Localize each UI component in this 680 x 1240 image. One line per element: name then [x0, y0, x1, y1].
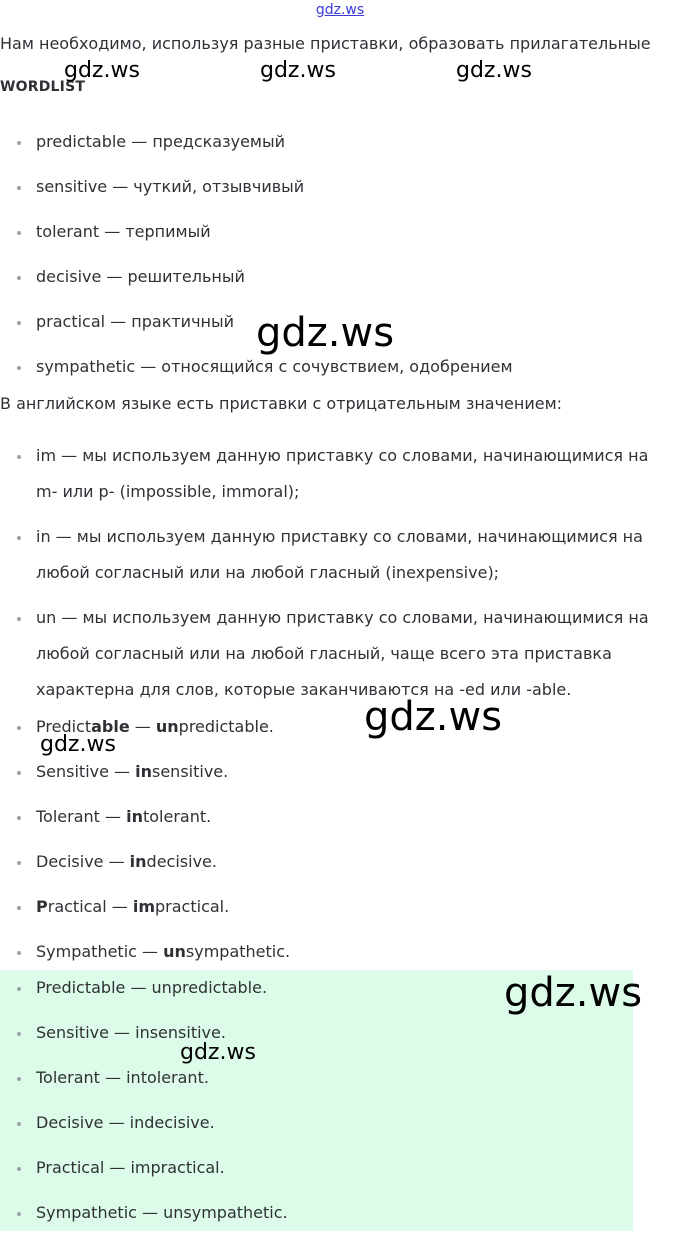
list-item: predictable — предсказуемый — [0, 124, 513, 169]
list-item: sensitive — чуткий, отзывчивый — [0, 169, 513, 214]
list-item: Sensitive — insensitive. — [0, 1015, 288, 1060]
prefix-rules — [0, 438, 666, 717]
watermark: gdz.ws — [456, 58, 532, 83]
list-item: Predictable — unpredictable. — [0, 709, 290, 754]
watermark: gdz.ws — [364, 694, 503, 740]
list-item: Tolerant — intolerant. — [0, 799, 290, 844]
list-item: Decisive — indecisive. — [0, 1105, 288, 1150]
prefix-intro: В английском языке есть приставки с отрицательным значением: — [0, 394, 563, 413]
answers-list — [0, 970, 288, 1240]
list-item: Practical — impractical. — [0, 889, 290, 934]
list-item: Sympathetic — unsympathetic. — [0, 934, 290, 979]
list-item: decisive — решительный — [0, 259, 513, 304]
site-link[interactable]: gdz.ws — [315, 2, 365, 18]
watermark: gdz.ws — [260, 58, 336, 83]
list-item: Sensitive — insensitive. — [0, 754, 290, 799]
list-item: Decisive — indecisive. — [0, 844, 290, 889]
list-item: un — мы используем данную приставку со словами, начинающимися на любой согласный или на любой гласный, чаще всего эта приставка характерна для слов, которые заканчиваются на -ed или -able. — [0, 600, 666, 708]
list-item: im — мы используем данную приставку со словами, начинающимися на m- или p- (impossible, immoral); — [0, 438, 666, 510]
list-item: Sympathetic — unsympathetic. — [0, 1195, 288, 1240]
intro-text: Нам необходимо, используя разные приставки, образовать прилагательные — [0, 34, 651, 53]
watermark: gdz.ws — [256, 310, 395, 356]
list-item: in — мы используем данную приставку со словами, начинающимися на любой согласный или на любой гласный (inexpensive); — [0, 519, 666, 591]
watermark: gdz.ws — [40, 732, 116, 757]
watermark: gdz.ws — [504, 970, 643, 1016]
watermark: gdz.ws — [180, 1040, 256, 1065]
list-item: Predictable — unpredictable. — [0, 970, 288, 1015]
list-item: tolerant — терпимый — [0, 214, 513, 259]
list-item: Tolerant — intolerant. — [0, 1060, 288, 1105]
list-item: Practical — impractical. — [0, 1150, 288, 1195]
list-item: sympathetic — относящийся с сочувствием, одобрением — [0, 349, 513, 394]
wordlist-heading: WORDLIST — [0, 79, 86, 95]
list-item: practical — практичный — [0, 304, 513, 349]
watermark: gdz.ws — [64, 58, 140, 83]
